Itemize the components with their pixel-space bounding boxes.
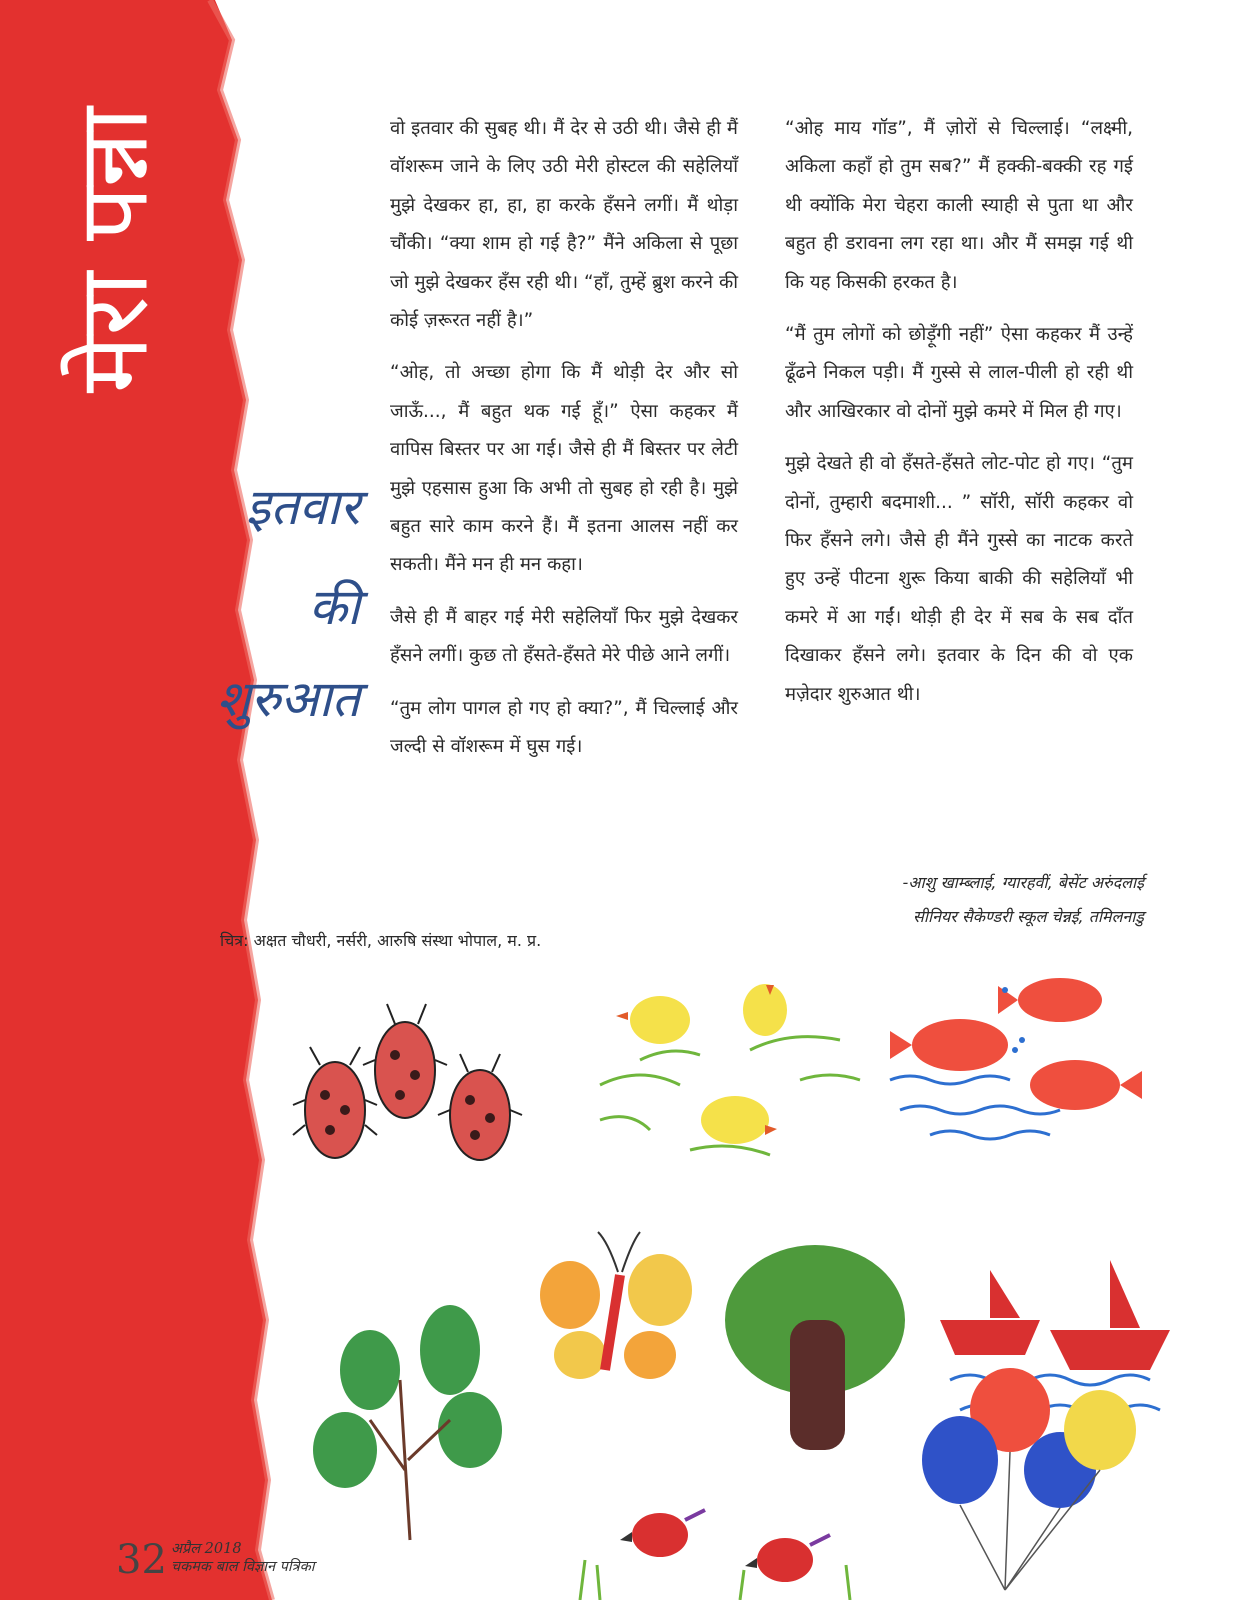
paragraph: “तुम लोग पागल हो गए हो क्या?”, मैं चिल्लाई और जल्दी से वॉशरूम में घुस गई। bbox=[390, 697, 738, 758]
balloons-drawing bbox=[922, 1368, 1136, 1590]
page-number: 32 bbox=[116, 1537, 167, 1583]
paragraph: “ओह माय गॉड”, मैं ज़ोरों से चिल्लाई। “लक्ष्मी, अकिला कहाँ हो तुम सब?” मैं हक्की-बक्की रह गई थी क्योंकि मेरा चेहरा काली स्याही से पुता था और बहुत ही डरावना लग रहा था। और मैं समझ गई थी कि यह किसकी हरकत है। bbox=[785, 118, 1133, 293]
magazine-name: चकमक बाल विज्ञान पत्रिका bbox=[170, 1559, 315, 1575]
paragraph: मुझे देखते ही वो हँसते-हँसते लोट-पोट हो गए। “तुम दोनों, तुम्हारी बदमाशी... ” सॉरी, सॉरी कहकर वो फिर हँसने लगे। जैसे ही मैंने गुस्से का नाटक करते हुए उन्हें पीटना शुरू किया बाकी की सहेलियाँ भी कमरे में आ गईं। थोड़ी ही देर में सब के सब दाँत दिखाकर हँसने लगे। इतवार के दिन की वो एक मज़ेदार शुरुआत थी। bbox=[785, 453, 1133, 705]
paragraph: वो इतवार की सुबह थी। मैं देर से उठी थी। जैसे ही मैं वॉशरूम जाने के लिए उठी मेरी होस्टल की सहेलियाँ मुझे देखकर हा, हा, हा करके हँसने लगीं। मैं थोड़ा चौंकी। “क्या शाम हो गई है?” मैंने अकिला से पूछा जो मुझे देखकर हँस रही थी। “हाँ, तुम्हें ब्रुश करने की कोई ज़रूरत नहीं है।” bbox=[390, 118, 738, 332]
fish-drawing bbox=[890, 978, 1142, 1139]
illustration-credit: चित्र: अक्षत चौधरी, नर्सरी, आरुषि संस्था भोपाल, म. प्र. bbox=[220, 931, 542, 950]
paragraph: जैसे ही मैं बाहर गई मेरी सहेलियाँ फिर मुझे देखकर हँसने लगीं। कुछ तो हँसते-हँसते मेरे पीछे आने लगीं। bbox=[390, 606, 738, 667]
paragraph: “मैं तुम लोगों को छोड़ूँगी नहीं” ऐसा कहकर मैं उन्हें ढूँढने निकल पड़ी। मैं गुस्से से लाल-पीली हो रही थी और आखिरकार वो दोनों मुझे कमरे में मिल ही गए। bbox=[785, 324, 1133, 422]
article-title-line3: शुरुआत bbox=[216, 670, 360, 728]
birds-drawing bbox=[580, 1510, 850, 1600]
leaves-drawing bbox=[313, 1305, 502, 1540]
paragraph: “ओह, तो अच्छा होगा कि मैं थोड़ी देर और सो जाऊँ..., मैं बहुत थक गई हूँ।” ऐसा कहकर मैं वापिस बिस्तर पर आ गई। जैसे ही मैं बिस्तर पर लेटी मुझे एहसास हुआ कि अभी तो सुबह हो रही है। मुझे बहुत सारे काम करने हैं। मैं इतना आलस नहीं कर सकती। मैंने मन ही मन कहा। bbox=[390, 362, 738, 576]
section-label: मेरा पन्ना bbox=[57, 106, 170, 394]
page-footer bbox=[116, 1537, 315, 1583]
ladybugs-drawing bbox=[293, 1004, 522, 1160]
tree-drawing bbox=[725, 1245, 905, 1450]
issue-date: अप्रैल 2018 bbox=[170, 1541, 242, 1557]
butterfly-drawing bbox=[540, 1232, 692, 1379]
chicks-drawing bbox=[600, 984, 860, 1155]
article-title-line2: की bbox=[308, 578, 360, 636]
article-title-line1: इतवार bbox=[245, 478, 360, 536]
author-line1: -आशु खाम्ब्लाई, ग्यारहवीं, बेसेंट अरुंदलाई bbox=[902, 873, 1144, 892]
author-line2: सीनियर सैकेण्डरी स्कूल चेन्नई, तमिलनाडु bbox=[913, 907, 1144, 926]
